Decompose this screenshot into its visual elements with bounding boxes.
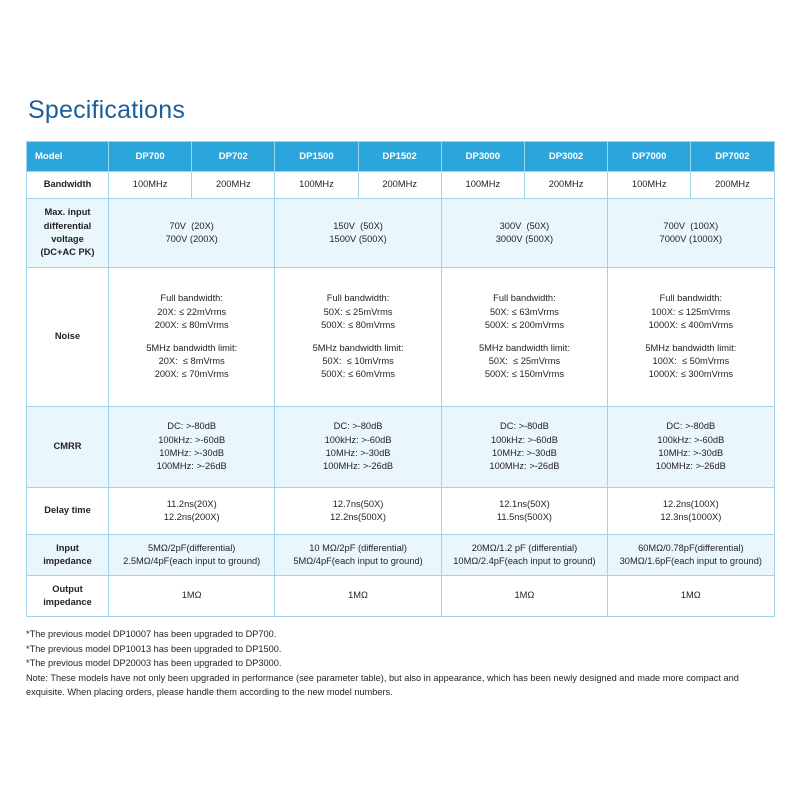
table-cell: 1MΩ	[109, 576, 275, 617]
table-cell: Full bandwidth: 50X: ≤ 25mVrms 500X: ≤ 80mVrms 5MHz bandwidth limit: 50X: ≤ 10mVrms 500X: ≤ 60mVrms	[275, 268, 441, 407]
table-cell: 1MΩ	[608, 576, 774, 617]
row-label: Input impedance	[27, 535, 109, 576]
footnotes	[26, 627, 774, 700]
table-cell: 60MΩ/0.78pF(differential) 30MΩ/1.6pF(each input to ground)	[608, 535, 774, 576]
table-cell: 12.1ns(50X) 11.5ns(500X)	[441, 488, 607, 535]
column-header-dp700: DP700	[109, 142, 192, 172]
table-header-row	[27, 142, 775, 172]
table-row	[27, 488, 775, 535]
footnote-3: *The previous model DP20003 has been upgraded to DP3000.	[26, 658, 282, 669]
table-cell: DC: >-80dB 100kHz: >-60dB 10MHz: >-30dB 100MHz: >-26dB	[608, 407, 774, 488]
table-cell: 100MHz	[608, 172, 691, 199]
table-cell: 10 MΩ/2pF (differential) 5MΩ/4pF(each input to ground)	[275, 535, 441, 576]
table-cell: 70V (20X) 700V (200X)	[109, 199, 275, 268]
footnote-note: Note: These models have not only been upgraded in performance (see parameter table), but also in appearance, which has been newly designed and made more compact and exquisite. When placing orders, please handle them according to the new model numbers.	[26, 673, 739, 698]
row-label: CMRR	[27, 407, 109, 488]
table-row	[27, 535, 775, 576]
table-cell: 200MHz	[691, 172, 774, 199]
row-label: Bandwidth	[27, 172, 109, 199]
table-row	[27, 268, 775, 407]
table-cell: 100MHz	[441, 172, 524, 199]
column-header-dp3000: DP3000	[441, 142, 524, 172]
table-cell: 300V (50X) 3000V (500X)	[441, 199, 607, 268]
column-header-dp1500: DP1500	[275, 142, 358, 172]
table-cell: DC: >-80dB 100kHz: >-60dB 10MHz: >-30dB 100MHz: >-26dB	[275, 407, 441, 488]
column-header-dp1502: DP1502	[358, 142, 441, 172]
row-label: Max. input differential voltage (DC+AC PK)	[27, 199, 109, 268]
table-cell: 100MHz	[275, 172, 358, 199]
table-cell: 12.7ns(50X) 12.2ns(500X)	[275, 488, 441, 535]
table-cell: Full bandwidth: 20X: ≤ 22mVrms 200X: ≤ 80mVrms 5MHz bandwidth limit: 20X: ≤ 8mVrms 200X: ≤ 70mVrms	[109, 268, 275, 407]
column-header-dp702: DP702	[192, 142, 275, 172]
table-row	[27, 172, 775, 199]
table-cell: 200MHz	[524, 172, 607, 199]
page-title: Specifications	[28, 96, 186, 124]
table-cell: Full bandwidth: 50X: ≤ 63mVrms 500X: ≤ 200mVrms 5MHz bandwidth limit: 50X: ≤ 25mVrms 500X: ≤ 150mVrms	[441, 268, 607, 407]
table-cell: 150V (50X) 1500V (500X)	[275, 199, 441, 268]
table-row	[27, 199, 775, 268]
table-cell: Full bandwidth: 100X: ≤ 125mVrms 1000X: ≤ 400mVrms 5MHz bandwidth limit: 100X: ≤ 50mVrms 1000X: ≤ 300mVrms	[608, 268, 774, 407]
column-header-dp7000: DP7000	[608, 142, 691, 172]
table-cell: 700V (100X) 7000V (1000X)	[608, 199, 774, 268]
row-label: Noise	[27, 268, 109, 407]
table-row	[27, 576, 775, 617]
table-cell: DC: >-80dB 100kHz: >-60dB 10MHz: >-30dB 100MHz: >-26dB	[441, 407, 607, 488]
footnote-2: *The previous model DP10013 has been upgraded to DP1500.	[26, 643, 282, 654]
table-cell: 1MΩ	[441, 576, 607, 617]
table-header	[27, 142, 775, 172]
table-cell: 20MΩ/1.2 pF (differential) 10MΩ/2.4pF(each input to ground)	[441, 535, 607, 576]
table-cell: 12.2ns(100X) 12.3ns(1000X)	[608, 488, 774, 535]
row-label: Output impedance	[27, 576, 109, 617]
table-row	[27, 407, 775, 488]
row-label: Delay time	[27, 488, 109, 535]
table-cell: 200MHz	[192, 172, 275, 199]
table-cell: DC: >-80dB 100kHz: >-60dB 10MHz: >-30dB 100MHz: >-26dB	[109, 407, 275, 488]
footnote-1: *The previous model DP10007 has been upgraded to DP700.	[26, 629, 277, 639]
column-header-dp7002: DP7002	[691, 142, 774, 172]
table-cell: 200MHz	[358, 172, 441, 199]
specifications-table	[26, 141, 775, 617]
table-cell: 5MΩ/2pF(differential) 2.5MΩ/4pF(each input to ground)	[109, 535, 275, 576]
table-cell: 11.2ns(20X) 12.2ns(200X)	[109, 488, 275, 535]
table-cell: 100MHz	[109, 172, 192, 199]
table-cell: 1MΩ	[275, 576, 441, 617]
column-header-model: Model	[27, 142, 109, 172]
column-header-dp3002: DP3002	[524, 142, 607, 172]
table-body	[27, 172, 775, 617]
